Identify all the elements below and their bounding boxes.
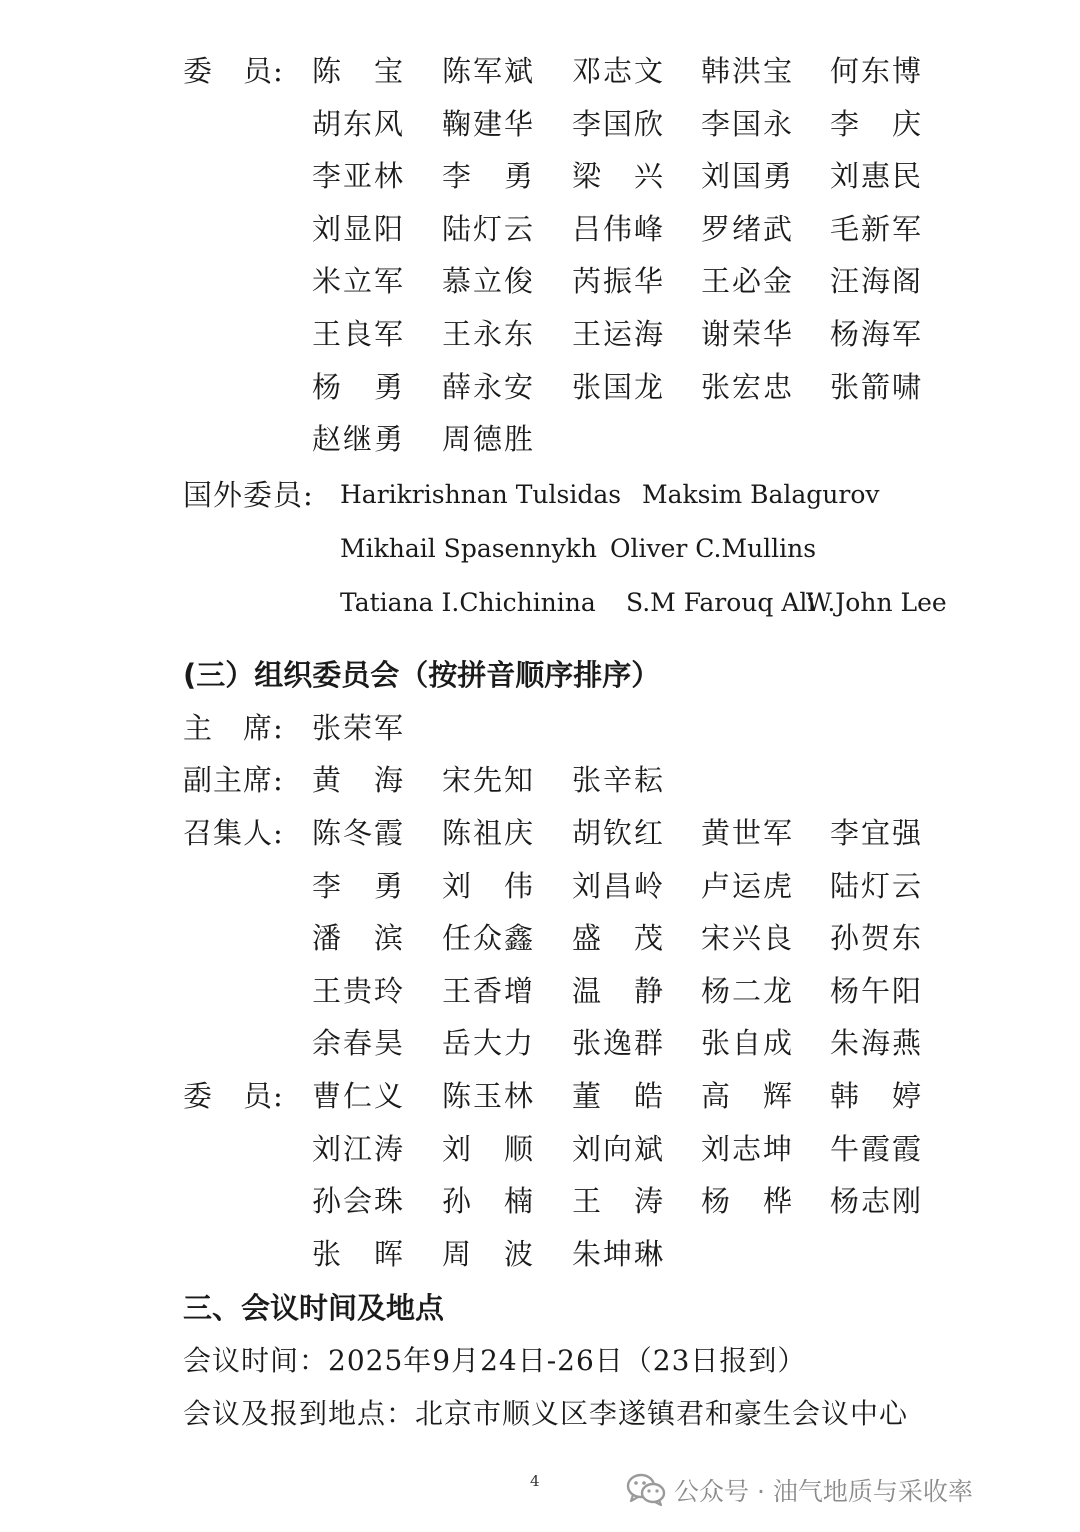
org-member-name: 孙会珠 xyxy=(312,1184,406,1218)
chair-name: 张荣军 xyxy=(312,711,406,745)
convener-name: 杨午阳 xyxy=(830,973,924,1008)
committee-member-row xyxy=(0,309,1080,359)
committee-member-row xyxy=(0,46,1080,96)
vice-chair-name: 黄 海 xyxy=(312,763,406,797)
convener-name: 王香增 xyxy=(442,973,536,1008)
chair-label: 主 席: xyxy=(183,711,284,745)
foreign-members-label: 国外委员: xyxy=(183,478,314,512)
org-member-name: 王 涛 xyxy=(572,1184,666,1218)
committee-member-name: 谢荣华 xyxy=(701,317,795,351)
convener-row xyxy=(0,808,1080,858)
convener-name: 卢运虎 xyxy=(701,868,795,903)
committee-member-name: 王必金 xyxy=(701,264,795,299)
convener-name: 刘昌岭 xyxy=(572,868,666,903)
convener-name: 任众鑫 xyxy=(442,921,536,955)
committee-member-name: 王永东 xyxy=(442,317,536,351)
committee-member-name: 张箭啸 xyxy=(830,369,924,404)
committee-member-row xyxy=(0,204,1080,254)
foreign-member-name: Tatiana I.Chichinina xyxy=(340,588,596,617)
org-member-row xyxy=(0,1229,1080,1279)
org-member-row xyxy=(0,1176,1080,1226)
committee-member-label: 委 员: xyxy=(183,54,284,88)
committee-member-name: 刘显阳 xyxy=(312,211,406,246)
committee-member-name: 李 庆 xyxy=(830,106,924,141)
foreign-member-name: W.John Lee xyxy=(806,588,947,617)
committee-member-name: 薛永安 xyxy=(442,369,536,404)
convener-name: 孙贺东 xyxy=(830,921,924,955)
convener-name: 李 勇 xyxy=(312,868,406,903)
convener-name: 胡钦红 xyxy=(572,816,666,850)
convener-name: 陈祖庆 xyxy=(442,816,536,850)
convener-name: 盛 茂 xyxy=(572,921,666,955)
convener-row xyxy=(0,966,1080,1016)
convener-name: 温 静 xyxy=(572,973,666,1008)
vice-chair-name: 宋先知 xyxy=(442,763,536,797)
meeting-heading: 三、会议时间及地点 xyxy=(183,1291,445,1325)
convener-label: 召集人: xyxy=(183,816,284,850)
committee-member-name: 汪海阁 xyxy=(830,264,924,299)
committee-member-name: 罗绪武 xyxy=(701,211,795,246)
committee-member-name: 毛新军 xyxy=(830,211,924,246)
committee-member-name: 赵继勇 xyxy=(312,422,406,457)
convener-row xyxy=(0,1018,1080,1068)
org-member-name: 孙 楠 xyxy=(442,1184,536,1218)
committee-member-name: 何东博 xyxy=(830,54,924,88)
convener-name: 王贵玲 xyxy=(312,973,406,1008)
org-member-name: 韩 婷 xyxy=(830,1079,924,1113)
vice-chair-name: 张辛耘 xyxy=(572,763,666,797)
committee-member-name: 王良军 xyxy=(312,317,406,351)
org-member-label: 委 员: xyxy=(183,1079,284,1113)
convener-row xyxy=(0,913,1080,963)
committee-member-name: 李 勇 xyxy=(442,159,536,194)
org-member-name: 杨志刚 xyxy=(830,1184,924,1218)
convener-name: 宋兴良 xyxy=(701,921,795,955)
convener-name: 陆灯云 xyxy=(830,868,924,903)
committee-member-name: 胡东风 xyxy=(312,106,406,141)
chair-row xyxy=(0,703,1080,753)
committee-member-name: 王运海 xyxy=(572,317,666,351)
convener-name: 刘 伟 xyxy=(442,868,536,903)
committee-member-name: 邓志文 xyxy=(572,54,666,88)
vice-chair-label: 副主席: xyxy=(183,763,284,797)
meeting-time: 会议时间：2025年9月24日-26日（23日报到） xyxy=(183,1344,807,1377)
convener-name: 杨二龙 xyxy=(701,973,795,1008)
committee-member-name: 周德胜 xyxy=(442,422,536,457)
committee-member-row xyxy=(0,414,1080,464)
org-member-name: 牛霞霞 xyxy=(830,1131,924,1166)
meeting-place: 会议及报到地点：北京市顺义区李遂镇君和豪生会议中心 xyxy=(183,1397,909,1430)
vice-chair-row xyxy=(0,755,1080,805)
committee-member-name: 鞠建华 xyxy=(442,106,536,141)
foreign-member-name: Mikhail Spasennykh xyxy=(340,534,597,563)
org-member-name: 刘向斌 xyxy=(572,1131,666,1166)
committee-member-name: 张国龙 xyxy=(572,369,666,404)
org-member-name: 曹仁义 xyxy=(312,1079,406,1113)
convener-name: 李宜强 xyxy=(830,816,924,850)
wechat-icon xyxy=(626,1473,666,1507)
committee-member-name: 杨海军 xyxy=(830,317,924,351)
org-member-name: 刘 顺 xyxy=(442,1131,536,1166)
committee-member-row xyxy=(0,151,1080,201)
org-member-name: 刘江涛 xyxy=(312,1131,406,1166)
org-member-name: 杨 桦 xyxy=(701,1184,795,1218)
committee-member-name: 芮振华 xyxy=(572,264,666,299)
foreign-member-name: Oliver C.Mullins xyxy=(610,534,817,563)
committee-member-name: 陆灯云 xyxy=(442,211,536,246)
foreign-member-name: Harikrishnan Tulsidas xyxy=(340,480,622,509)
convener-name: 陈冬霞 xyxy=(312,816,406,850)
org-member-name: 周 波 xyxy=(442,1236,536,1271)
org-member-name: 董 皓 xyxy=(572,1079,666,1113)
convener-name: 岳大力 xyxy=(442,1026,536,1060)
org-member-name: 陈玉林 xyxy=(442,1079,536,1113)
org-member-name: 高 辉 xyxy=(701,1079,795,1113)
committee-member-row xyxy=(0,256,1080,306)
convener-name: 潘 滨 xyxy=(312,921,406,955)
foreign-member-name: Maksim Balagurov xyxy=(642,480,880,509)
convener-name: 黄世军 xyxy=(701,816,795,850)
org-member-name: 张 晖 xyxy=(312,1236,406,1271)
convener-name: 朱海燕 xyxy=(830,1026,924,1060)
convener-row xyxy=(0,861,1080,911)
convener-name: 张逸群 xyxy=(572,1026,666,1060)
committee-member-name: 李国欣 xyxy=(572,106,666,141)
committee-member-name: 刘惠民 xyxy=(830,159,924,194)
committee-member-name: 李国永 xyxy=(701,106,795,141)
committee-member-name: 米立军 xyxy=(312,264,406,299)
committee-member-name: 陈 宝 xyxy=(312,54,406,88)
page-number: 4 xyxy=(530,1472,540,1490)
committee-member-name: 李亚林 xyxy=(312,159,406,194)
committee-member-row xyxy=(0,362,1080,412)
foreign-member-name: S.M Farouq Ali xyxy=(626,588,816,617)
committee-member-name: 陈军斌 xyxy=(442,54,536,88)
committee-member-row xyxy=(0,99,1080,149)
committee-member-name: 梁 兴 xyxy=(572,159,666,194)
watermark xyxy=(626,1470,973,1510)
committee-member-name: 杨 勇 xyxy=(312,369,406,404)
org-member-name: 刘志坤 xyxy=(701,1131,795,1166)
org-committee-heading: (三）组织委员会（按拼音顺序排序） xyxy=(183,658,661,692)
org-member-row xyxy=(0,1071,1080,1121)
committee-member-name: 韩洪宝 xyxy=(701,54,795,88)
committee-member-name: 张宏忠 xyxy=(701,369,795,404)
committee-member-name: 刘国勇 xyxy=(701,159,795,194)
watermark-text: 公众号 · 油气地质与采收率 xyxy=(674,1477,973,1506)
org-member-row xyxy=(0,1124,1080,1174)
convener-name: 余春昊 xyxy=(312,1026,406,1060)
committee-member-name: 慕立俊 xyxy=(442,264,536,299)
convener-name: 张自成 xyxy=(701,1026,795,1060)
org-member-name: 朱坤琳 xyxy=(572,1236,666,1271)
committee-member-name: 吕伟峰 xyxy=(572,211,666,246)
